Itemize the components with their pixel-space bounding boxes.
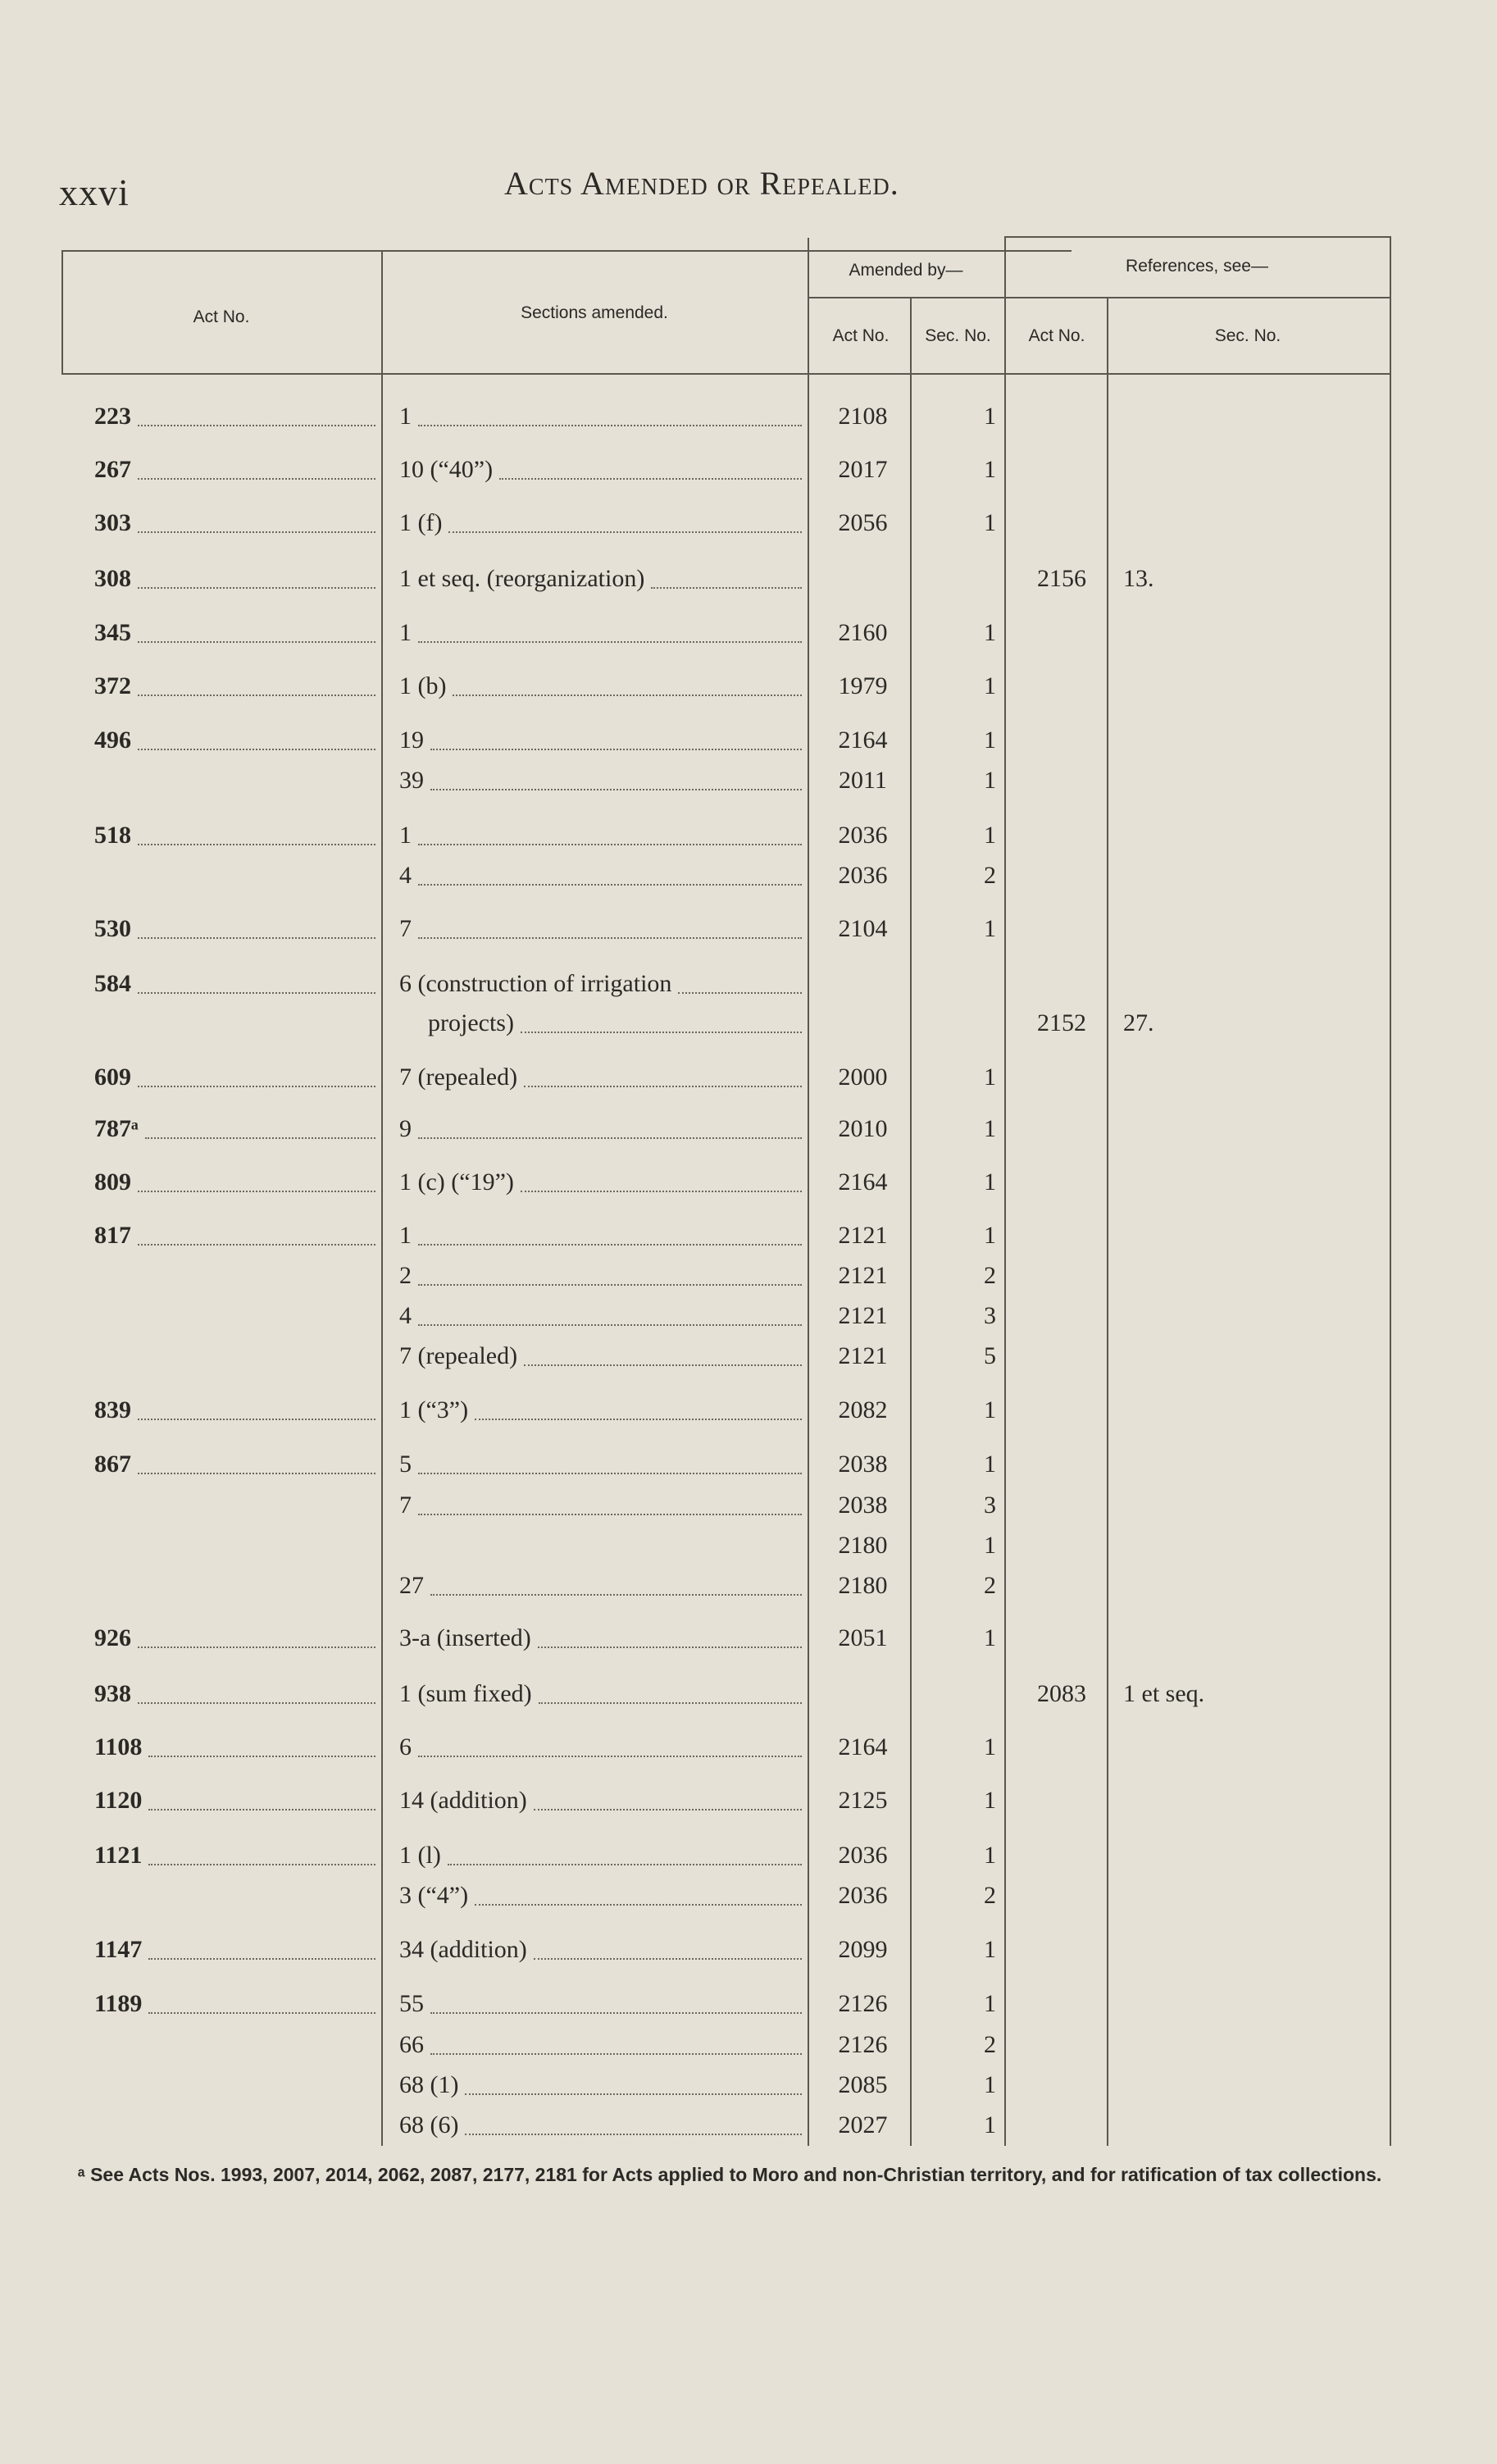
cell-sections-amended: 68 (1) — [399, 2071, 459, 2098]
dot-leader — [521, 1191, 802, 1192]
dot-leader — [138, 587, 375, 589]
cell-amended-sec-no: 1 — [984, 672, 996, 699]
cell-sections-amended: 6 — [399, 1733, 412, 1760]
cell-amended-act-no: 2038 — [838, 1492, 888, 1519]
cell-sections-amended: 66 — [399, 2031, 424, 2058]
dot-leader — [138, 1702, 375, 1704]
cell-amended-act-no: 2126 — [838, 2031, 888, 2058]
cell-amended-sec-no: 1 — [984, 1396, 996, 1423]
table-row — [0, 764, 1497, 797]
cell-amended-act-no: 2164 — [838, 1733, 888, 1760]
table-row — [0, 1394, 1497, 1427]
dot-leader — [524, 1086, 802, 1087]
cell-sections-amended: 7 (repealed) — [399, 1342, 518, 1369]
dot-leader — [534, 1809, 802, 1810]
cell-amended-sec-no: 1 — [984, 619, 996, 646]
cell-amended-sec-no: 3 — [984, 1302, 996, 1329]
dot-leader — [138, 937, 375, 939]
table-row — [0, 1166, 1497, 1199]
cell-act-no: 1189 — [94, 1990, 143, 2017]
cell-sections-amended: 1 — [399, 1222, 412, 1249]
cell-sections-amended: 2 — [399, 1262, 412, 1289]
table-row — [0, 1529, 1497, 1562]
cell-sections-amended: 3-a (inserted) — [399, 1624, 531, 1651]
cell-sections-amended: 7 — [399, 915, 412, 942]
dot-leader — [418, 1756, 802, 1757]
cell-sections-amended: 1 — [399, 403, 412, 430]
cell-amended-sec-no: 1 — [984, 822, 996, 849]
cell-sections-amended: 14 (addition) — [399, 1787, 527, 1814]
cell-amended-sec-no: 1 — [984, 2111, 996, 2138]
dot-leader — [148, 1864, 375, 1865]
cell-amended-act-no: 2038 — [838, 1451, 888, 1478]
dot-leader — [539, 1702, 802, 1704]
cell-amended-act-no: 2180 — [838, 1572, 888, 1599]
dot-leader — [418, 1473, 802, 1474]
dot-leader — [148, 1809, 375, 1810]
cell-sections-amended: 5 — [399, 1451, 412, 1478]
table-row — [0, 2109, 1497, 2142]
cell-act-no: 530 — [94, 915, 131, 942]
cell-act-no: 839 — [94, 1396, 131, 1423]
cell-amended-sec-no: 1 — [984, 726, 996, 754]
dot-leader — [138, 1646, 375, 1648]
cell-sections-amended: 7 — [399, 1492, 412, 1519]
cell-amended-act-no: 2104 — [838, 915, 888, 942]
cell-amended-sec-no: 1 — [984, 1451, 996, 1478]
cell-amended-sec-no: 1 — [984, 767, 996, 794]
cell-amended-sec-no: 1 — [984, 1733, 996, 1760]
cell-act-no: 1120 — [94, 1787, 143, 1814]
cell-sections-amended: 27 — [399, 1572, 424, 1599]
cell-amended-act-no: 1979 — [838, 672, 888, 699]
cell-amended-sec-no: 1 — [984, 1532, 996, 1559]
cell-amended-act-no: 2125 — [838, 1787, 888, 1814]
table-row — [0, 1731, 1497, 1764]
cell-sections-amended: 1 — [399, 822, 412, 849]
dot-leader — [138, 1086, 375, 1087]
cell-act-no: 1147 — [94, 1936, 143, 1963]
cell-sections-amended: 7 (repealed) — [399, 1063, 518, 1091]
dot-leader — [430, 749, 802, 750]
dot-leader — [418, 937, 802, 939]
cell-amended-sec-no: 1 — [984, 1222, 996, 1249]
cell-amended-act-no: 2036 — [838, 822, 888, 849]
dot-leader — [448, 531, 802, 533]
dot-leader — [448, 1864, 802, 1865]
page-title: Acts Amended or Repealed. — [504, 165, 899, 202]
cell-amended-act-no: 2121 — [838, 1302, 888, 1329]
dot-leader — [430, 2012, 802, 2014]
cell-act-no: 345 — [94, 619, 131, 646]
dot-leader — [418, 425, 802, 426]
cell-sections-amended: 3 (“4”) — [399, 1882, 469, 1909]
cell-sections-amended: 4 — [399, 1302, 412, 1329]
cell-amended-act-no: 2126 — [838, 1990, 888, 2017]
table-row — [0, 1569, 1497, 1602]
table-row — [0, 1340, 1497, 1373]
table-row — [0, 1300, 1497, 1332]
dot-leader — [465, 2093, 802, 2095]
cell-sections-amended: 39 — [399, 767, 424, 794]
cell-act-no: 496 — [94, 726, 131, 754]
table-row — [0, 724, 1497, 757]
cell-amended-sec-no: 1 — [984, 456, 996, 483]
subheader-rule — [808, 297, 1391, 298]
dot-leader — [465, 2134, 802, 2135]
footnote: ᵃ See Acts Nos. 1993, 2007, 2014, 2062, 2087, 2177, 2181 for Acts applied to Moro and non-Christian territory, and for ratification of tax collections. — [78, 2164, 1382, 2185]
header-act-no: Act No. — [193, 307, 250, 326]
table-row — [0, 1219, 1497, 1252]
dot-leader — [138, 425, 375, 426]
cell-ref-sec-no: 1 et seq. — [1123, 1680, 1205, 1707]
dot-leader — [430, 789, 802, 790]
cell-sections-amended: 1 (f) — [399, 509, 443, 536]
cell-sections-amended: 9 — [399, 1115, 412, 1142]
cell-amended-sec-no: 1 — [984, 509, 996, 536]
cell-sections-amended: 34 (addition) — [399, 1936, 527, 1963]
table-row — [0, 562, 1497, 595]
cell-amended-act-no: 2017 — [838, 456, 888, 483]
header-sections-amended: Sections amended. — [521, 303, 668, 322]
cell-ref-act-no: 2083 — [1037, 1680, 1086, 1707]
cell-sections-amended: 1 (l) — [399, 1842, 441, 1869]
cell-act-no: 308 — [94, 565, 131, 592]
cell-amended-sec-no: 1 — [984, 915, 996, 942]
table-row — [0, 1839, 1497, 1872]
cell-amended-sec-no: 1 — [984, 1936, 996, 1963]
cell-sections-amended: 1 (sum fixed) — [399, 1680, 532, 1707]
cell-amended-act-no: 2108 — [838, 403, 888, 430]
dot-leader — [534, 1958, 802, 1960]
table-row — [0, 1007, 1497, 1040]
dot-leader — [499, 478, 802, 480]
dot-leader — [678, 992, 802, 994]
dot-leader — [418, 1514, 802, 1515]
table-row — [0, 2069, 1497, 2102]
cell-act-no: 584 — [94, 970, 131, 997]
header-amended-act-no: Act No. — [832, 326, 890, 345]
cell-ref-act-no: 2152 — [1037, 1009, 1086, 1036]
cell-amended-act-no: 2121 — [838, 1342, 888, 1369]
dot-leader — [138, 641, 375, 643]
cell-sections-amended: 10 (“40”) — [399, 456, 494, 483]
table-row — [0, 1622, 1497, 1655]
table-row — [0, 507, 1497, 540]
dot-leader — [138, 1419, 375, 1420]
cell-act-no: 1121 — [94, 1842, 143, 1869]
cell-act-no: 867 — [94, 1451, 131, 1478]
cell-amended-sec-no: 2 — [984, 2031, 996, 2058]
cell-amended-act-no: 2036 — [838, 1842, 888, 1869]
dot-leader — [475, 1419, 802, 1420]
cell-sections-amended: 68 (6) — [399, 2111, 459, 2138]
table-row — [0, 1489, 1497, 1522]
cell-act-no: 938 — [94, 1680, 131, 1707]
cell-amended-sec-no: 1 — [984, 1787, 996, 1814]
dot-leader — [524, 1364, 802, 1366]
dot-leader — [418, 641, 802, 643]
cell-act-no: 787ᵃ — [94, 1115, 139, 1142]
dot-leader — [418, 1137, 802, 1139]
cell-amended-act-no: 2164 — [838, 726, 888, 754]
table-left-border — [61, 250, 63, 375]
dot-leader — [138, 844, 375, 845]
cell-ref-sec-no: 27. — [1123, 1009, 1154, 1036]
table-row — [0, 859, 1497, 892]
cell-act-no: 817 — [94, 1222, 131, 1249]
dot-leader — [651, 587, 802, 589]
cell-act-no: 1108 — [94, 1733, 143, 1760]
dot-leader — [430, 2053, 802, 2055]
cell-act-no: 223 — [94, 403, 131, 430]
dot-leader — [418, 884, 802, 886]
cell-act-no: 926 — [94, 1624, 131, 1651]
cell-amended-sec-no: 2 — [984, 1572, 996, 1599]
dot-leader — [138, 478, 375, 480]
table-row — [0, 968, 1497, 1000]
dot-leader — [418, 1244, 802, 1246]
cell-sections-amended: 4 — [399, 862, 412, 889]
cell-amended-act-no: 2164 — [838, 1168, 888, 1196]
cell-amended-act-no: 2121 — [838, 1222, 888, 1249]
dot-leader — [138, 1191, 375, 1192]
table-row — [0, 453, 1497, 486]
dot-leader — [138, 1244, 375, 1246]
cell-amended-sec-no: 1 — [984, 1168, 996, 1196]
table-row — [0, 617, 1497, 649]
header-ref-sec-no: Sec. No. — [1214, 326, 1281, 345]
table-row — [0, 1061, 1497, 1094]
dot-leader — [538, 1646, 802, 1648]
cell-sections-amended: 1 (c) (“19”) — [399, 1168, 514, 1196]
cell-amended-sec-no: 1 — [984, 403, 996, 430]
cell-amended-sec-no: 2 — [984, 1882, 996, 1909]
table-row — [0, 819, 1497, 852]
header-ref-act-no: Act No. — [1028, 326, 1085, 345]
cell-amended-act-no: 2160 — [838, 619, 888, 646]
cell-sections-amended: projects) — [428, 1009, 514, 1036]
dot-leader — [138, 992, 375, 994]
cell-act-no: 372 — [94, 672, 131, 699]
dot-leader — [138, 531, 375, 533]
cell-amended-sec-no: 1 — [984, 1842, 996, 1869]
table-row — [0, 1879, 1497, 1912]
table-row — [0, 1259, 1497, 1292]
cell-amended-act-no: 2036 — [838, 1882, 888, 1909]
dot-leader — [521, 1032, 802, 1033]
table-row — [0, 1678, 1497, 1710]
cell-sections-amended: 1 (b) — [399, 672, 447, 699]
table-row — [0, 670, 1497, 703]
table-row — [0, 1933, 1497, 1966]
dot-leader — [453, 695, 802, 696]
dot-leader — [138, 749, 375, 750]
cell-amended-sec-no: 2 — [984, 1262, 996, 1289]
header-amended-by: Amended by— — [849, 261, 963, 280]
cell-act-no: 518 — [94, 822, 131, 849]
cell-amended-act-no: 2011 — [839, 767, 887, 794]
header-bottom-rule — [61, 373, 1391, 375]
cell-amended-act-no: 2085 — [838, 2071, 888, 2098]
dot-leader — [418, 844, 802, 845]
cell-ref-act-no: 2156 — [1037, 565, 1086, 592]
cell-amended-sec-no: 1 — [984, 1624, 996, 1651]
cell-amended-act-no: 2027 — [838, 2111, 888, 2138]
table-top-rule-right — [1004, 236, 1391, 238]
cell-act-no: 809 — [94, 1168, 131, 1196]
dot-leader — [138, 1473, 375, 1474]
cell-amended-act-no: 2180 — [838, 1532, 888, 1559]
cell-amended-act-no: 2051 — [838, 1624, 888, 1651]
page-number: xxvi — [59, 171, 130, 213]
table-row — [0, 1113, 1497, 1145]
header-references: References, see— — [1126, 257, 1268, 276]
table-row — [0, 1784, 1497, 1817]
dot-leader — [418, 1284, 802, 1286]
cell-sections-amended: 1 (“3”) — [399, 1396, 469, 1423]
cell-act-no: 609 — [94, 1063, 131, 1091]
dot-leader — [148, 2012, 375, 2014]
cell-amended-sec-no: 2 — [984, 862, 996, 889]
cell-sections-amended: 1 — [399, 619, 412, 646]
cell-amended-sec-no: 1 — [984, 1990, 996, 2017]
table-top-rule — [61, 250, 1072, 252]
dot-leader — [145, 1137, 375, 1139]
dot-leader — [148, 1958, 375, 1960]
dot-leader — [418, 1324, 802, 1326]
cell-amended-act-no: 2010 — [838, 1115, 888, 1142]
cell-act-no: 267 — [94, 456, 131, 483]
cell-amended-act-no: 2036 — [838, 862, 888, 889]
cell-ref-sec-no: 13. — [1123, 565, 1154, 592]
dot-leader — [475, 1904, 802, 1906]
cell-amended-act-no: 2099 — [838, 1936, 888, 1963]
cell-sections-amended: 19 — [399, 726, 424, 754]
cell-sections-amended: 6 (construction of irrigation — [399, 970, 672, 997]
header-amended-sec-no: Sec. No. — [925, 326, 991, 345]
table-row — [0, 913, 1497, 945]
table-row — [0, 1448, 1497, 1481]
cell-amended-act-no: 2000 — [838, 1063, 888, 1091]
cell-amended-sec-no: 1 — [984, 2071, 996, 2098]
dot-leader — [148, 1756, 375, 1757]
cell-amended-sec-no: 1 — [984, 1063, 996, 1091]
cell-amended-act-no: 2082 — [838, 1396, 888, 1423]
dot-leader — [430, 1594, 802, 1596]
cell-amended-act-no: 2056 — [838, 509, 888, 536]
cell-amended-sec-no: 5 — [984, 1342, 996, 1369]
cell-amended-sec-no: 1 — [984, 1115, 996, 1142]
cell-amended-act-no: 2121 — [838, 1262, 888, 1289]
dot-leader — [138, 695, 375, 696]
cell-amended-sec-no: 3 — [984, 1492, 996, 1519]
cell-sections-amended: 55 — [399, 1990, 424, 2017]
cell-act-no: 303 — [94, 509, 131, 536]
table-row — [0, 400, 1497, 433]
table-row — [0, 1988, 1497, 2020]
table-row — [0, 2029, 1497, 2061]
cell-sections-amended: 1 et seq. (reorganization) — [399, 565, 645, 592]
